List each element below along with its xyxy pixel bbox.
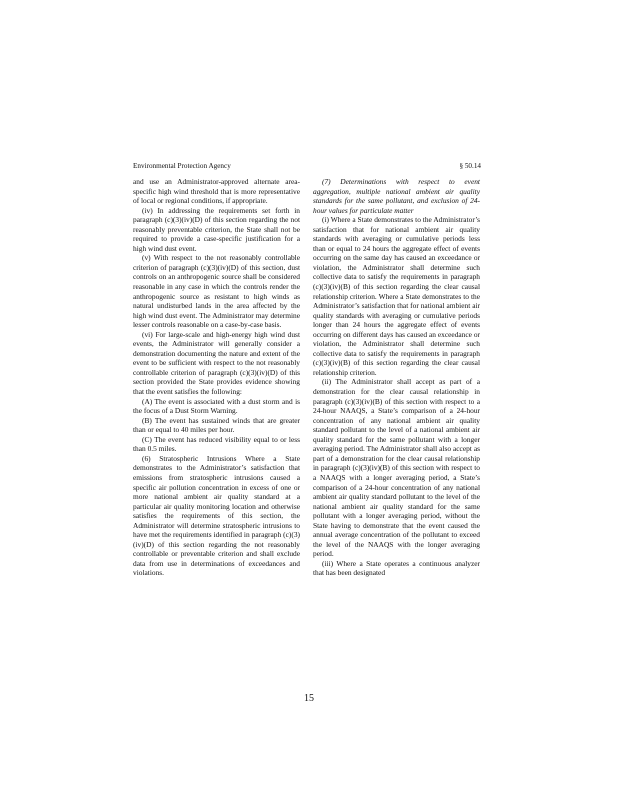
paragraph: and use an Administrator-approved alternate area-specific high wind threshold that is more representative of local or regional conditions, if appropriate. [133,177,300,206]
paragraph: (C) The event has reduced visibility equal to or less than 0.5 miles. [133,434,300,454]
right-column [313,177,480,578]
paragraph: (A) The event is associated with a dust storm and is the focus of a Dust Storm Warning. [133,396,300,416]
header-agency: Environmental Protection Agency [133,162,231,170]
paragraph-heading-italic: (7) Determinations with respect to event aggregation, multiple national ambient air quality standards for the same pollutant, and exclusion of 24-hour values for particulate matter [313,177,480,215]
paragraph: (v) With respect to the not reasonably controllable criterion of paragraph (c)(3)(iv)(D) of this section, dust controls on an anthropogenic source shall be considered reasonable in any case in which the controls render the anthropogenic source as resistant to high winds as natural undisturbed lands in the area affected by the high wind dust event. The Administrator may determine lesser controls reasonable on a case-by-case basis. [133,253,300,330]
running-header [133,160,481,172]
paragraph: (6) Stratospheric Intrusions Where a State demonstrates to the Administrator’s satisfaction that emissions from stratospheric intrusions caused a specific air pollution concentration in excess of one or more national ambient air quality standard at a particular air quality monitoring location and otherwise satisfies the requirements of this section, the Administrator will determine stratospheric intrusions to have met the requirements identified in paragraph (c)(3)(iv)(D) of this section regarding the not reasonably controllable or preventable criterion and shall exclude data from use in determinations of exceedances and violations. [133,453,300,578]
header-section-number: § 50.14 [459,162,481,170]
paragraph: (ii) The Administrator shall accept as part of a demonstration for the clear causal relationship in paragraph (c)(3)(iv)(B) of this section with respect to a 24-hour NAAQS, a State’s comparison of a 24-hour concentration of any national ambient air quality standard pollutant to the level of a national ambient air quality standard for the same pollutant with a longer averaging period. The Administrator shall also accept as part of a demonstration for the clear causal relationship in paragraph (c)(3)(iv)(B) of this section with respect to a NAAQS with a longer averaging period, a State’s comparison of a 24-hour concentration of any national ambient air quality standard pollutant to the level of the national ambient air quality standard for the same pollutant with a longer averaging period, without the State having to demonstrate that the event caused the annual average concentration of the pollutant to exceed the level of the NAAQS with the longer averaging period. [313,377,480,559]
paragraph: (iv) In addressing the requirements set forth in paragraph (c)(3)(iv)(D) of this section regarding the not reasonably preventable criterion, the State shall not be required to provide a case-specific justification for a high wind dust event. [133,205,300,253]
paragraph: (iii) Where a State operates a continuous analyzer that has been designated [313,558,480,578]
paragraph: (B) The event has sustained winds that are greater than or equal to 40 miles per hour. [133,415,300,435]
left-column [133,177,300,578]
page-number: 15 [304,693,314,704]
paragraph: (i) Where a State demonstrates to the Administrator’s satisfaction that for national ambient air quality standards with averaging or cumulative periods less than or equal to 24 hours the aggregate effect of events occurring on the same day has caused an exceedance or violation, the Administrator shall determine such collective data to satisfy the requirements in paragraph (c)(3)(iv)(B) of this section regarding the clear causal relationship criterion. Where a State demonstrates to the Administrator’s satisfaction that for national ambient air quality standards with averaging or cumulative periods longer than 24 hours the aggregate effect of events occurring on different days has caused an exceedance or violation, the Administrator shall determine such collective data to satisfy the requirements in paragraph (c)(3)(iv)(B) of this section regarding the clear causal relationship criterion. [313,215,480,377]
paragraph: (vi) For large-scale and high-energy high wind dust events, the Administrator will generally consider a demonstration documenting the nature and extent of the event to be sufficient with respect to the not reasonably controllable criterion of paragraph (c)(3)(iv)(D) of this section provided the State provides evidence showing that the event satisfies the following: [133,329,300,397]
